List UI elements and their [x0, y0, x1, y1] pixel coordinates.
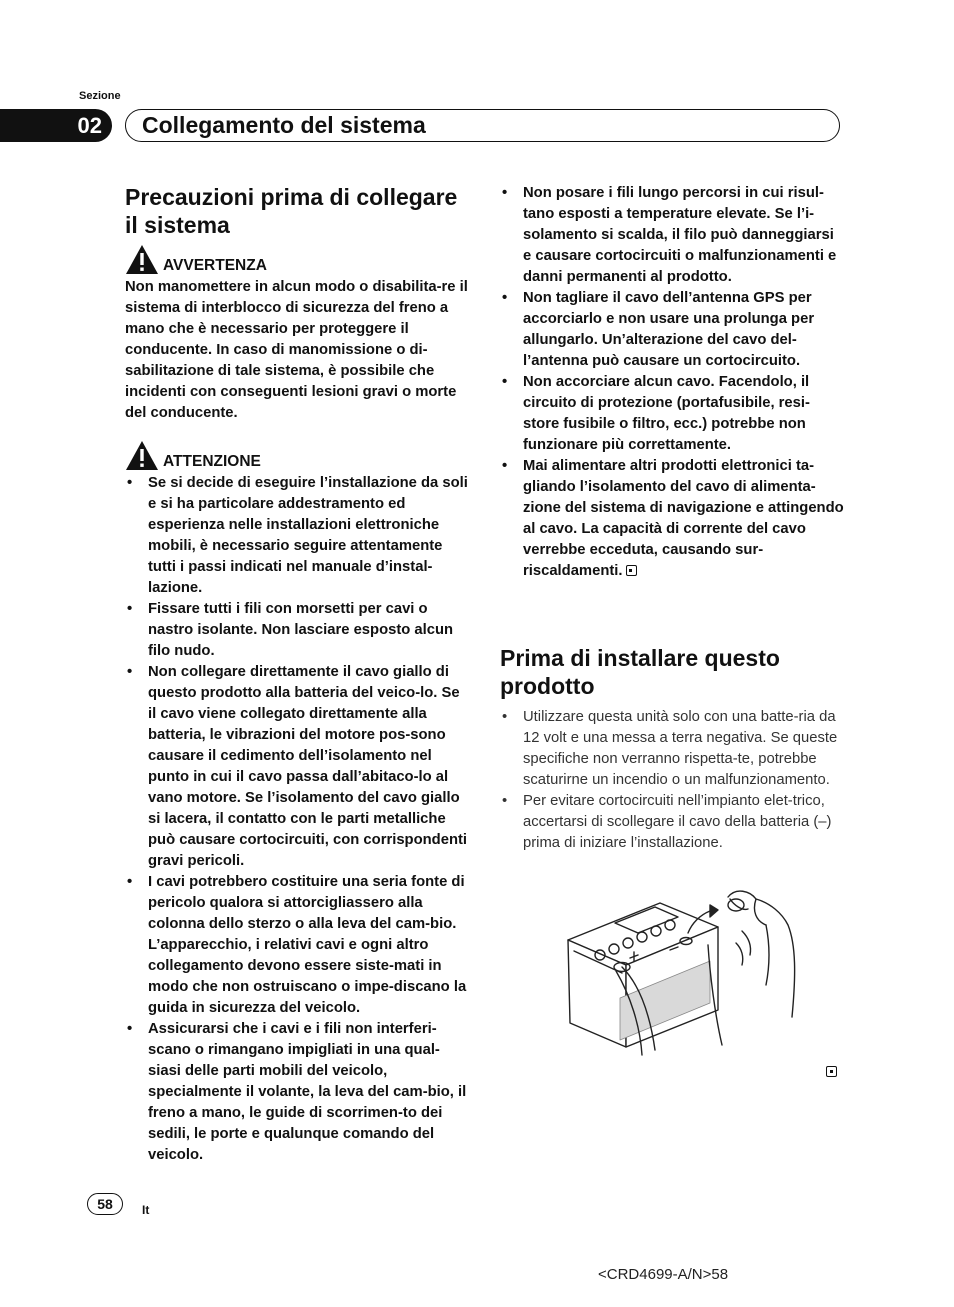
- before-install-list: [500, 707, 845, 854]
- caution-title-row: [125, 440, 470, 471]
- language-code: It: [142, 1203, 150, 1217]
- caution-block: [125, 440, 470, 1166]
- before-install-heading: Prima di installare questo prodotto: [500, 645, 780, 699]
- caution-icon: [125, 440, 159, 471]
- section-label: Sezione: [79, 90, 121, 102]
- list-item: • I cavi potrebbero costituire una seria fonte di pericolo qualora si attorcigliassero alla colonna dello sterzo o alla leva del cam-bio. L’apparecchio, i relativi cavi e ogni altro collegamento devono essere siste-mati in modo che non ostruiscano o impe-discano la guida in sicurezza del veicolo.: [125, 872, 470, 1019]
- end-mark-icon: [826, 1066, 837, 1077]
- warning-block: [125, 244, 470, 424]
- warning-text: Non manomettere in alcun modo o disabilita-re il sistema di interblocco di sicurezza del freno a mano che è necessario per proteggere il conducente. In caso di manomissione o di-sabilitazione di tale sistema, è possibile che incidenti con conseguenti lesioni gravi o morte del conducente.: [125, 279, 468, 421]
- list-item: • Utilizzare questa unità solo con una batte-ria da 12 volt e una messa a terra negativa. Se queste specifiche non verranno rispetta-te, potrebbe scaturirne un incendio o un malfunzionamento.: [500, 707, 845, 791]
- before-install-block: [500, 707, 845, 854]
- section-number-tab: 02: [0, 109, 112, 142]
- list-item: • Mai alimentare altri prodotti elettronici ta-gliando l’isolamento del cavo di alimenta-zione del sistema di navigazione e attingendo al cavo. La capacità di corrente del cavo verrebbe ecceduta, causando sur-riscaldamenti.: [500, 456, 845, 582]
- list-item: • Non accorciare alcun cavo. Facendolo, il circuito di protezione (portafusibile, resi-store fusibile o filtro, ecc.) potrebbe non funzionare più correttamente.: [500, 372, 845, 456]
- caution-continued: [500, 183, 845, 582]
- list-item: • Non tagliare il cavo dell’antenna GPS per accorciarlo e non usare una prolunga per allungarlo. Un’alterazione del cavo del-l’antenna può causare un cortocircuito.: [500, 288, 845, 372]
- end-mark-icon: [626, 565, 637, 576]
- section-title: Collegamento del sistema: [142, 112, 426, 138]
- warning-icon: [125, 244, 159, 275]
- battery-disconnect-illustration: [560, 885, 805, 1060]
- page-number: 58: [87, 1193, 123, 1215]
- list-item: • Non posare i fili lungo percorsi in cui risul-tano esposti a temperature elevate. Se l’i-solamento si scalda, il filo può danneggiarsi e causare cortocircuiti o malfunzionamenti e danni permanenti al prodotto.: [500, 183, 845, 288]
- list-item: • Non collegare direttamente il cavo giallo di questo prodotto alla batteria del veico-lo. Se il cavo viene collegato direttamente alla batteria, le vibrazioni del motore pos-sono causare il cedimento dell’isolamento nel punto in cui il cavo passa dall’abitaco-lo al vano motore. Se l’isolamento del cavo giallo si lacera, il contatto con le parti metalliche può causare cortocircuiti, con corrispondenti gravi pericoli.: [125, 662, 470, 872]
- caution-label: ATTENZIONE: [163, 453, 261, 470]
- list-item: • Se si decide di eseguire l’installazione da soli e si ha particolare addestramento ed esperienza nelle installazioni elettroniche mobili, è necessario seguire attentamente tutti i passi indicati nel manuale d’instal-lazione.: [125, 473, 470, 599]
- caution-list-continued: [500, 183, 845, 582]
- warning-label: AVVERTENZA: [163, 257, 267, 274]
- list-item: • Fissare tutti i fili con morsetti per cavi o nastro isolante. Non lasciare esposto alcun filo nudo.: [125, 599, 470, 662]
- list-item: • Per evitare cortocircuiti nell’impianto elet-trico, accertarsi di scollegare il cavo della batteria (–) prima di iniziare l’installazione.: [500, 791, 845, 854]
- list-item: • Assicurarsi che i cavi e i fili non interferi-scano o rimangano impigliati in una qual-siasi delle parti mobili del veicolo, specialmente il volante, la leva del cam-bio, il freno a mano, le guide di scorrimen-to dei sedili, le porte e qualunque comando del veicolo.: [125, 1019, 470, 1166]
- caution-list: [125, 473, 470, 1166]
- warning-title-row: [125, 244, 470, 275]
- document-reference: <CRD4699-A/N>58: [598, 1266, 729, 1283]
- precautions-heading: Precauzioni prima di collegare il sistema: [125, 184, 458, 238]
